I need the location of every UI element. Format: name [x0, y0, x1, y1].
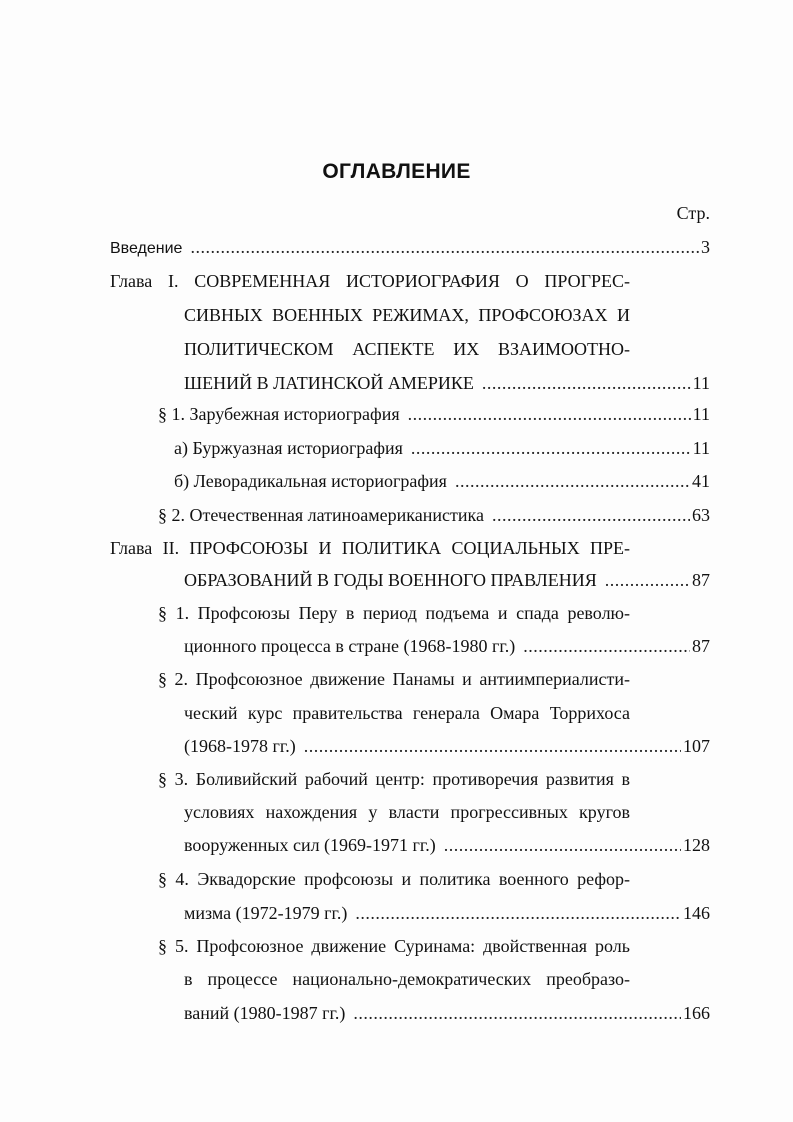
toc-page-number: 146: [683, 903, 710, 923]
page-column-label: Стр.: [676, 203, 710, 223]
dot-leader: [355, 900, 681, 926]
toc-section-2-5-line-3: [184, 1000, 710, 1026]
toc-page-number: 41: [692, 471, 710, 491]
dot-leader: [455, 468, 690, 494]
toc-page-number: 11: [692, 438, 710, 458]
toc-entry-text: ОБРАЗОВАНИЙ В ГОДЫ ВОЕННОГО ПРАВЛЕНИЯ: [184, 570, 597, 590]
toc-section-2-4-line-1: § 4. Эквадорские профсоюзы и политика военного рефор-: [158, 869, 630, 889]
toc-section-2-5-line-1: § 5. Профсоюзное движение Суринама: двойственная роль: [158, 936, 630, 956]
toc-entry-text: б) Леворадикальная историография: [174, 471, 447, 491]
toc-section-2-3-line-3: [184, 832, 710, 858]
toc-entry-text: а) Буржуазная историография: [174, 438, 403, 458]
toc-page-number: 87: [692, 636, 710, 656]
dot-leader: [482, 370, 691, 396]
toc-page-number: 166: [683, 1003, 710, 1023]
toc-page-number: 87: [692, 570, 710, 590]
toc-subsection-1-1-a: [174, 435, 710, 461]
dot-leader: [605, 567, 690, 593]
dot-leader: [444, 832, 681, 858]
toc-entry-text: (1968-1978 гг.): [184, 736, 296, 756]
toc-page-number: 11: [692, 404, 710, 424]
toc-subsection-1-1-b: [174, 468, 710, 494]
toc-section-1-2: [158, 502, 710, 528]
toc-entry-text: ваний (1980-1987 гг.): [184, 1003, 346, 1023]
toc-chapter-2-line-1: Глава II. ПРОФСОЮЗЫ И ПОЛИТИКА СОЦИАЛЬНЫХ ПРЕ-: [110, 538, 630, 558]
toc-page-number: 63: [692, 505, 710, 525]
toc-section-2-2-line-1: § 2. Профсоюзное движение Панамы и антиимпериалисти-: [158, 669, 630, 689]
toc-page-number: 107: [683, 736, 710, 756]
toc-chapter-1-line-2: СИВНЫХ ВОЕННЫХ РЕЖИМАХ, ПРОФСОЮЗАХ И: [184, 305, 630, 325]
dot-leader: [304, 733, 681, 759]
dot-leader: [411, 435, 691, 461]
toc-section-2-3-line-1: § 3. Боливийский рабочий центр: противоречия развития в: [158, 769, 630, 789]
toc-chapter-1-line-1: Глава I. СОВРЕМЕННАЯ ИСТОРИОГРАФИЯ О ПРОГРЕС-: [110, 271, 630, 291]
toc-section-2-5-line-2: в процессе национально-демократических преобразо-: [184, 969, 630, 989]
toc-section-2-2-line-2: ческий курс правительства генерала Омара Торрихоса: [184, 703, 630, 723]
dot-leader: [523, 633, 690, 659]
toc-section-2-4-line-2: [184, 900, 710, 926]
toc-entry-text: мизма (1972-1979 гг.): [184, 903, 348, 923]
toc-page-number: 3: [701, 237, 710, 257]
toc-entry-intro: [110, 234, 710, 260]
toc-section-1-1: [158, 401, 710, 427]
toc-section-2-1-line-2: [184, 633, 710, 659]
dot-leader: [353, 1000, 681, 1026]
dot-leader: [190, 234, 699, 260]
toc-entry-text: § 1. Зарубежная историография: [158, 404, 400, 424]
toc-chapter-1-line-3: ПОЛИТИЧЕСКОМ АСПЕКТЕ ИХ ВЗАИМООТНО-: [184, 339, 630, 359]
toc-entry-text: § 2. Отечественная латиноамериканистика: [158, 505, 484, 525]
toc-section-2-2-line-3: [184, 733, 710, 759]
toc-page-number: 128: [683, 835, 710, 855]
dot-leader: [408, 401, 691, 427]
toc-section-2-1-line-1: § 1. Профсоюзы Перу в период подъема и спада револю-: [158, 603, 630, 623]
toc-chapter-2-line-2: [184, 567, 710, 593]
toc-entry-text: вооруженных сил (1969-1971 гг.): [184, 835, 436, 855]
toc-entry-text: Введение: [110, 240, 183, 257]
toc-entry-text: ШЕНИЙ В ЛАТИНСКОЙ АМЕРИКЕ: [184, 373, 474, 393]
toc-entry-text: ционного процесса в стране (1968-1980 гг.): [184, 636, 516, 656]
dot-leader: [492, 502, 690, 528]
toc-section-2-3-line-2: условиях нахождения у власти прогрессивных кругов: [184, 802, 630, 822]
page-title: ОГЛАВЛЕНИЕ: [322, 160, 471, 183]
toc-page-number: 11: [692, 373, 710, 393]
toc-chapter-1-line-4: [184, 370, 710, 396]
